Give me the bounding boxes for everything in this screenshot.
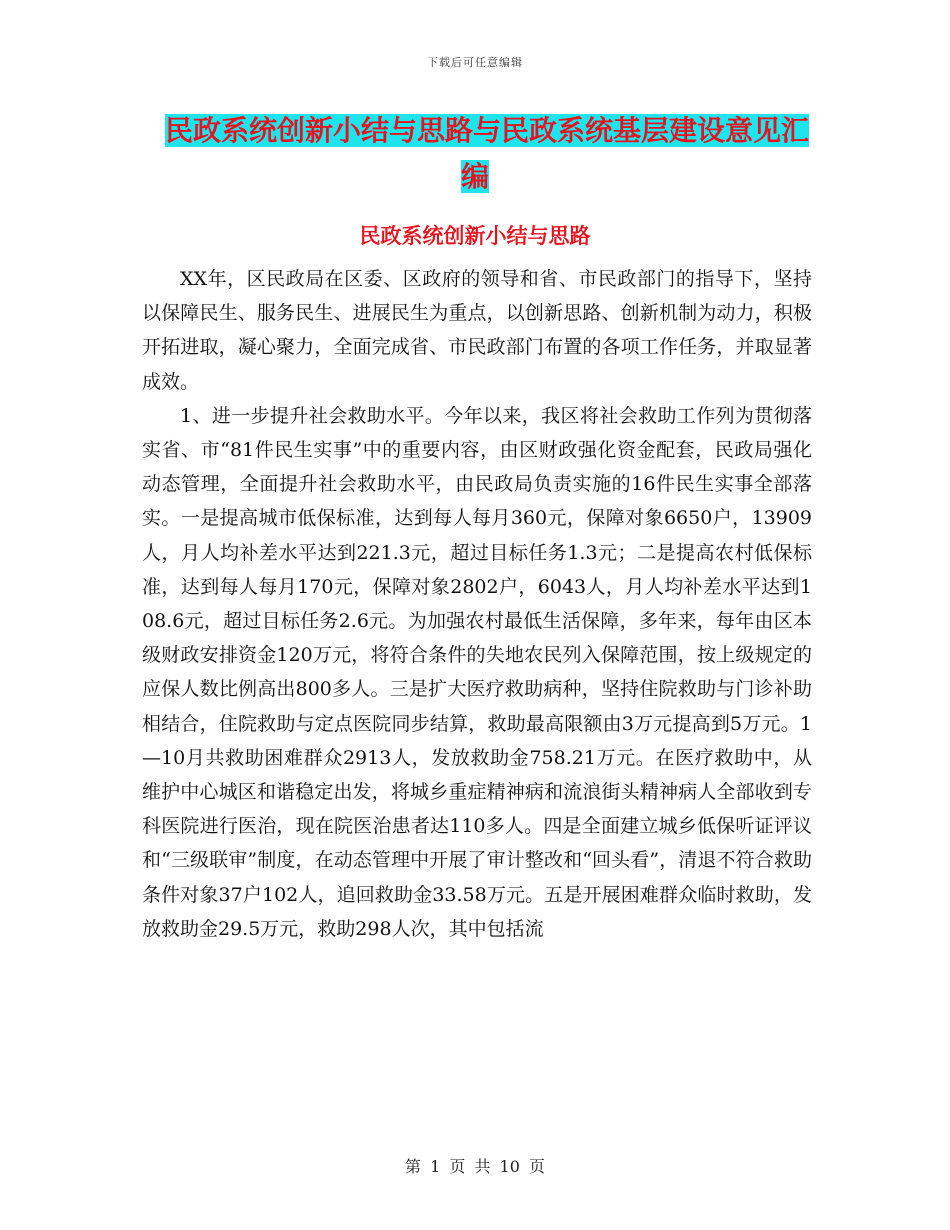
paragraph: 1、进一步提升社会救助水平。今年以来，我区将社会救助工作列为贯彻落实省、市“81件民生实事”中的重要内容，由区财政强化资金配套，民政局强化动态管理，全面提升社会救助水平，由民政局负责实施的16件民生实事全部落实。一是提高城市低保标准，达到每人每月360元，保障对象6650户，13909人，月人均补差水平达到221.3元，超过目标任务1.3元；二是提高农村低保标准，达到每人每月170元，保障对象2802户，6043人，月人均补差水平达到108.6元，超过目标任务2.6元。为加强农村最低生活保障，多年来，每年由区本级财政安排资金120万元，将符合条件的失地农民列入保障范围，按上级规定的应保人数比例高出800多人。三是扩大医疗救助病种，坚持住院救助与门诊补助相结合，住院救助与定点医院同步结算，救助最高限额由3万元提高到5万元。1—10月共救助困难群众2913人，发放救助金758.21万元。在医疗救助中，从维护中心城区和谐稳定出发，将城乡重症精神病和流浪街头精神病人全部收到专科医院进行医治，现在院医治患者达110多人。四是全面建立城乡低保听证评议和“三级联审”制度，在动态管理中开展了审计整改和“回头看”，清退不符合救助条件对象37户102人，追回救助金33.58万元。五是开展困难群众临时救助，发放救助金29.5万元，救助298人次，其中包括流 [142, 404, 812, 940]
document-title-line-1: 民政系统创新小结与思路与民政系统基层建设意见汇 [164, 114, 809, 147]
page-header: 下载后可任意编辑 [427, 56, 523, 69]
body-text [142, 262, 812, 946]
document-title-line-2: 编 [460, 160, 489, 193]
paragraph: XX年，区民政局在区委、区政府的领导和省、市民政部门的指导下，坚持以保障民生、服务民生、进展民生为重点，以创新思路、创新机制为动力，积极开拓进取，凝心聚力，全面完成省、市民政部门布置的各项工作任务，并取显著成效。 [142, 268, 812, 393]
page-footer: 第 1 页 共 10 页 [405, 1157, 545, 1176]
document-title [0, 108, 950, 200]
section-heading: 民政系统创新小结与思路 [359, 223, 591, 248]
